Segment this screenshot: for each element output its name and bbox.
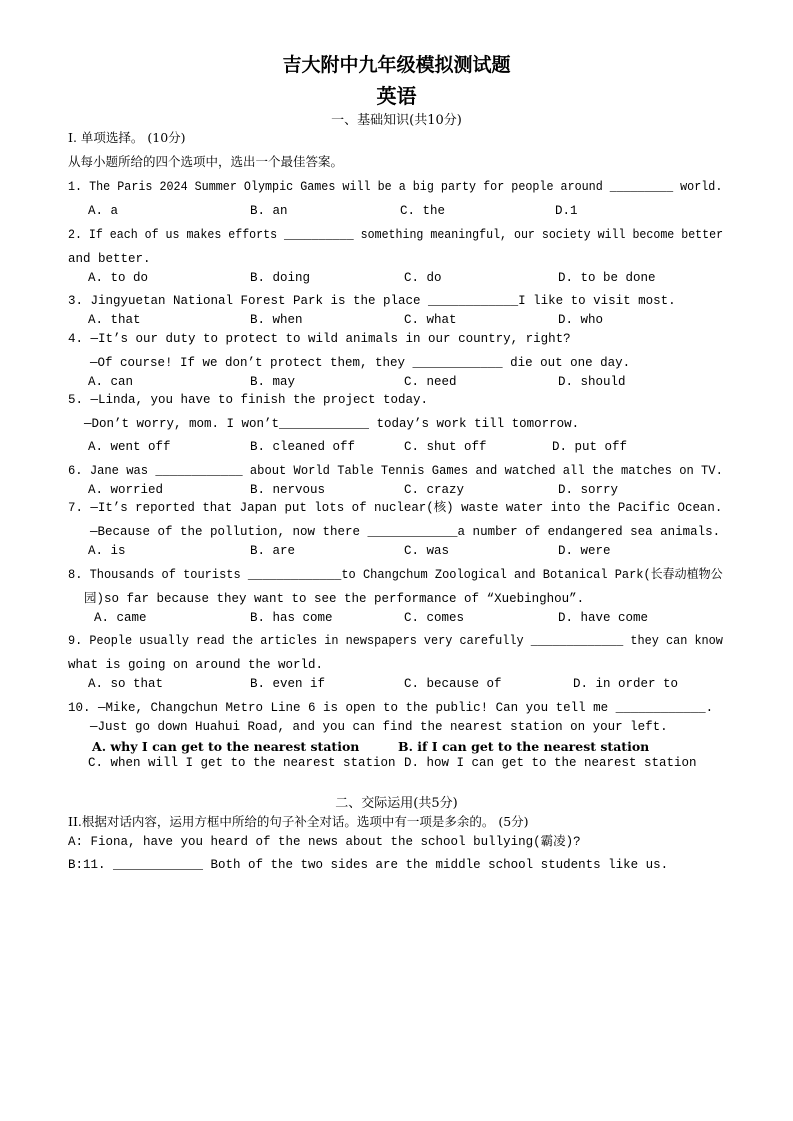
section2-heading: 二、交际运用(共5分) [335,796,458,811]
question-1-option-d: D.1 [555,204,578,218]
question-7-option-b: B. are [250,544,296,558]
question-6-option-c: C. crazy [404,483,465,497]
question-4-line-1: 4. —It’s our duty to protect to wild animals in our country, right? [68,332,571,346]
question-5-option-b: B. cleaned off [250,440,356,454]
question-6-option-b: B. nervous [250,483,326,497]
question-10-option-d: D. how I can get to the nearest station [404,756,697,770]
question-7-option-c: C. was [404,544,450,558]
question-2-line-1: 2. If each of us makes efforts __________ something meaningful, our society will become better [68,228,724,242]
question-7-line-1: 7. —It’s reported that Japan put lots of nuclear(核) waste water into the Pacific Ocean. [68,501,723,515]
question-2-option-d: D. to be done [558,271,656,285]
question-2-option-b: B. doing [250,271,311,285]
question-4-option-b: B. may [250,375,296,389]
question-5-option-a: A. went off [88,440,171,454]
question-4-option-c: C. need [404,375,457,389]
part2-heading: II.根据对话内容，运用方框中所给的句子补全对话。选项中有一项是多余的。 (5分) [68,814,529,829]
question-5-line-2: —Don’t worry, mom. I won’t____________ today’s work till tomorrow. [84,417,580,431]
exam-subject: 英语 [376,84,417,108]
exam-title: 吉大附中九年级模拟测试题 [282,54,511,76]
question-1-option-a: A. a [88,204,119,218]
question-6-option-d: D. sorry [558,483,619,497]
question-6-line-1: 6. Jane was ____________ about World Table Tennis Games and watched all the matches on TV. [68,464,723,478]
question-10-option-a: A. why I can get to the nearest station [92,739,360,754]
dialogue-line-1: A: Fiona, have you heard of the news about the school bullying(霸凌)? [68,835,581,849]
question-9-option-a: A. so that [88,677,164,691]
question-6-option-a: A. worried [88,483,164,497]
question-8-line-1: 8. Thousands of tourists _____________to Changchum Zoological and Botanical Park(长春动植物公 [68,568,723,582]
part1-heading: I. 单项选择。 (10分) [68,130,186,145]
question-2-option-a: A. to do [88,271,149,285]
question-8-option-c: C. comes [404,611,465,625]
question-7-option-d: D. were [558,544,611,558]
question-8-line-2: 园)so far because they want to see the performance of “Xuebinghou”. [84,592,585,606]
question-9-option-c: C. because of [404,677,502,691]
question-4-option-d: D. should [558,375,626,389]
question-8-option-b: B. has come [250,611,333,625]
question-8-option-a: A. came [94,611,147,625]
question-7-option-a: A. is [88,544,126,558]
question-7-line-2: —Because of the pollution, now there ____________a number of endangered sea animals. [90,525,721,539]
question-3-option-d: D. who [558,313,604,327]
question-1-line-1: 1. The Paris 2024 Summer Olympic Games will be a big party for people around _________ world. [68,180,723,194]
question-3-option-c: C. what [404,313,457,327]
question-10-option-b: B. if I can get to the nearest station [398,739,650,754]
question-2-line-2: and better. [68,252,151,266]
question-10-line-1: 10. —Mike, Changchun Metro Line 6 is open to the public! Can you tell me ____________. [68,701,714,715]
question-8-option-d: D. have come [558,611,649,625]
question-3-line-1: 3. Jingyuetan National Forest Park is the place ____________I like to visit most. [68,294,676,308]
question-9-option-d: D. in order to [573,677,679,691]
question-1-option-b: B. an [250,204,288,218]
question-1-option-c: C. the [400,204,446,218]
question-5-line-1: 5. —Linda, you have to finish the project today. [68,393,429,407]
question-10-line-2: —Just go down Huahui Road, and you can find the nearest station on your left. [90,720,668,734]
question-3-option-b: B. when [250,313,303,327]
question-2-option-c: C. do [404,271,442,285]
dialogue-line-2: B:11. ____________ Both of the two sides are the middle school students like us. [68,858,669,872]
question-5-option-c: C. shut off [404,440,487,454]
question-4-line-2: —Of course! If we don’t protect them, they ____________ die out one day. [90,356,631,370]
question-4-option-a: A. can [88,375,134,389]
question-10-option-c: C. when will I get to the nearest station [88,756,396,770]
part1-instruction: 从每小题所给的四个选项中，选出一个最佳答案。 [68,154,344,169]
question-3-option-a: A. that [88,313,141,327]
question-5-option-d: D. put off [552,440,628,454]
question-9-line-2: what is going on around the world. [68,658,324,672]
question-9-option-b: B. even if [250,677,326,691]
section1-heading: 一、基础知识(共10分) [331,113,462,128]
question-9-line-1: 9. People usually read the articles in newspapers very carefully _____________ they can know [68,634,723,648]
